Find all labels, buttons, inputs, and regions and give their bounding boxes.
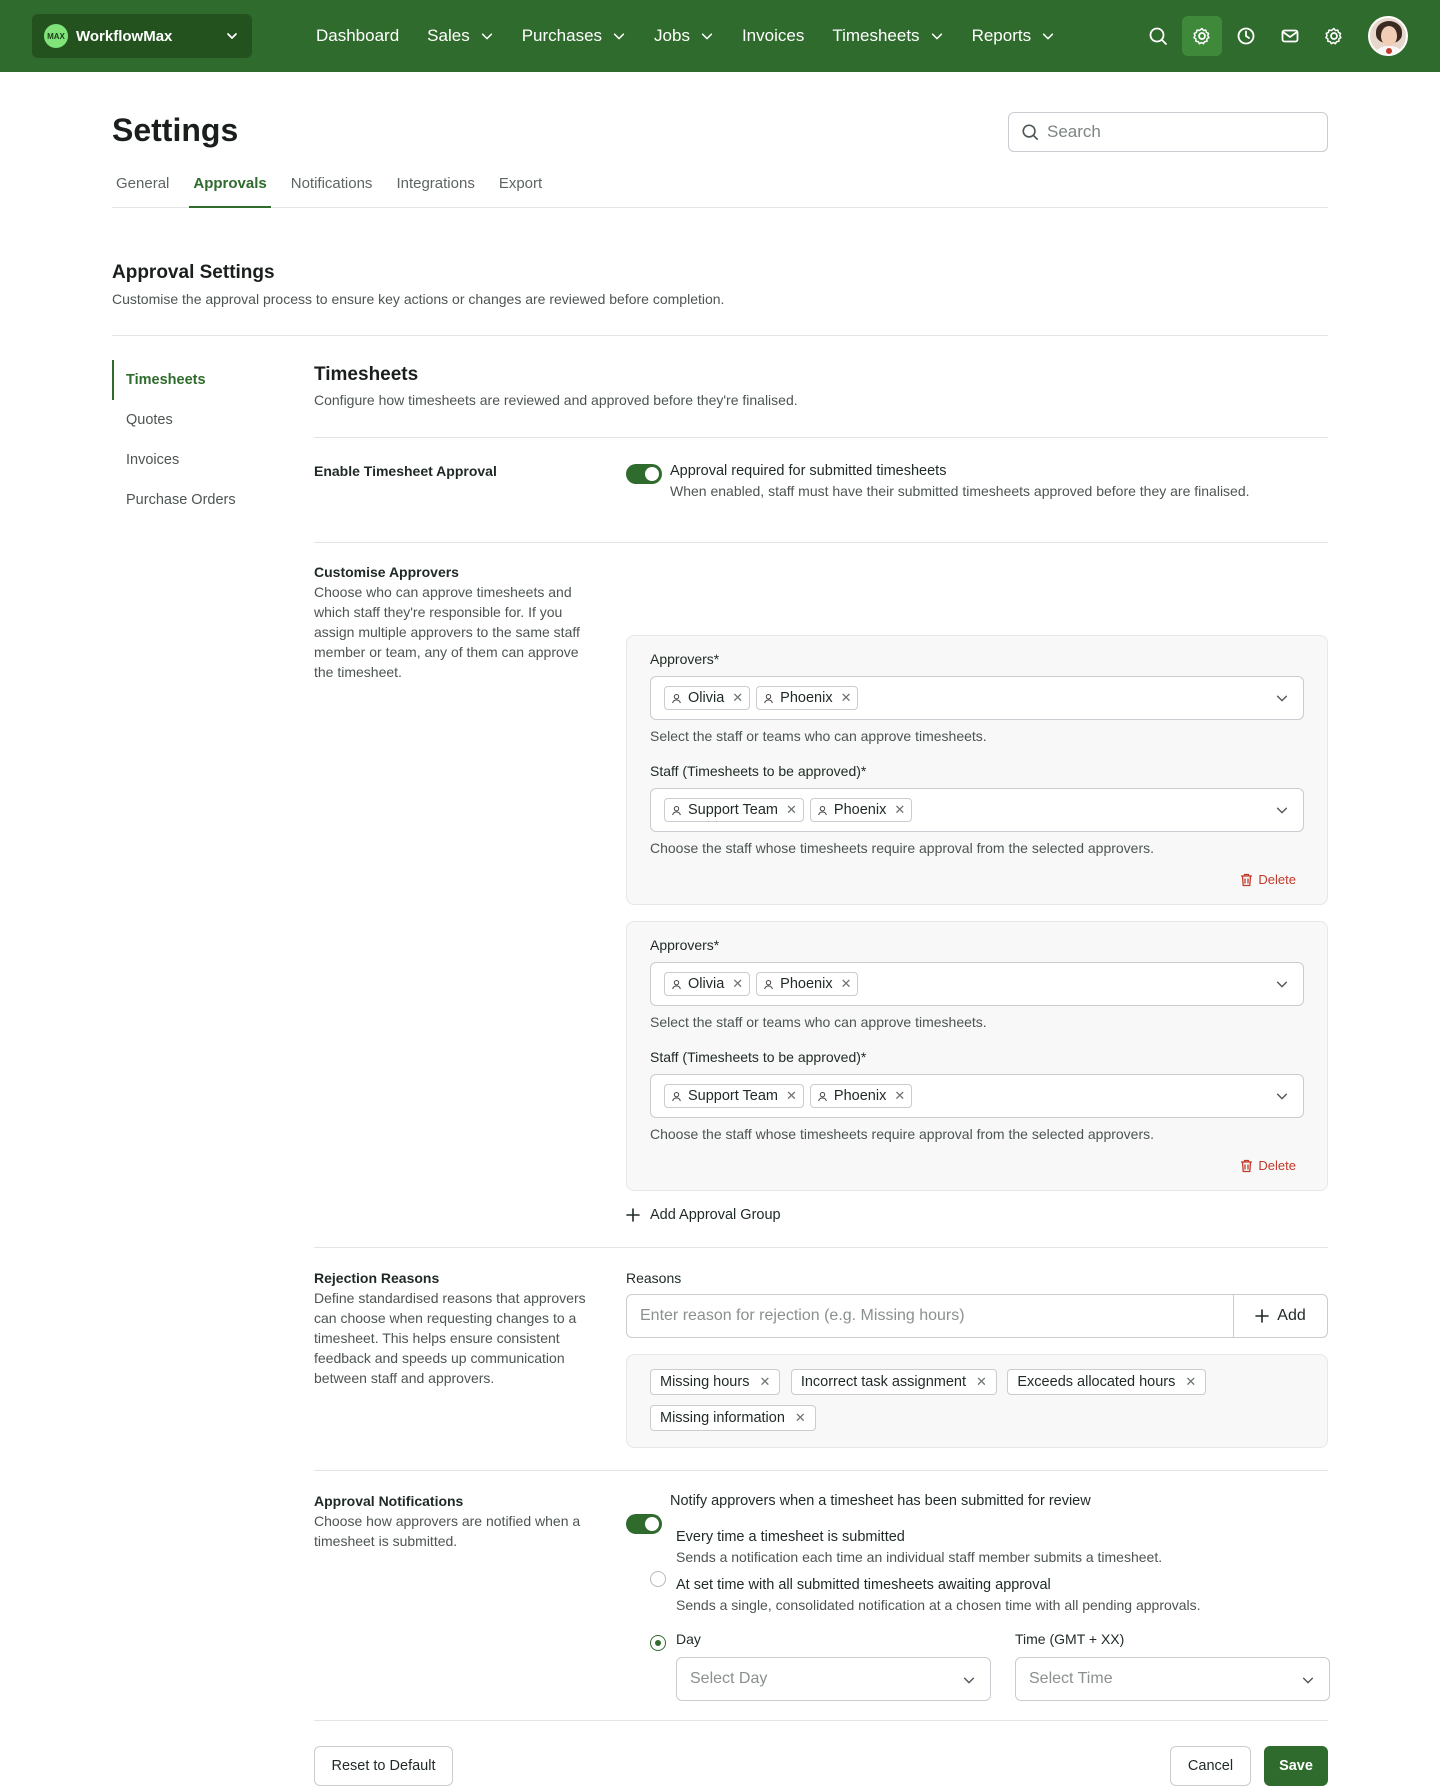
search-icon [1021,123,1039,141]
approval-settings-title: Approval Settings [112,262,275,283]
approval-group-card [626,921,1328,1191]
chevron-down-icon [1041,29,1055,43]
add-approval-group-button[interactable]: Add Approval Group [626,1207,781,1223]
chevron-down-icon [700,29,714,43]
chevron-down-icon [480,29,494,43]
nav-reports[interactable]: Reports [972,26,1056,46]
approval-notifications-label: Approval Notifications [314,1493,464,1509]
divider [314,1247,1328,1248]
avatar[interactable] [1368,16,1408,56]
chevron-down-icon [612,29,626,43]
timesheets-content [314,360,1328,1774]
chevron-down-icon [930,29,944,43]
sidenav-item-timesheets[interactable]: Timesheets [112,360,292,400]
main-menu [316,26,1083,46]
tab-export[interactable]: Export [498,175,543,192]
approvers-select[interactable] [650,962,1304,1006]
nav-dashboard[interactable]: Dashboard [316,26,400,45]
staff-chip[interactable]: Support Team ✕ [664,798,804,822]
staff-chip[interactable]: Phoenix ✕ [810,1084,912,1108]
settings-tabs [112,174,1328,208]
trash-icon [1240,873,1253,887]
remove-icon[interactable]: ✕ [786,1088,797,1103]
rejection-reasons-label: Rejection Reasons [314,1270,440,1286]
cancel-button[interactable]: Cancel [1170,1746,1251,1786]
remove-icon[interactable]: ✕ [840,690,852,705]
reason-input-group [626,1294,1328,1338]
approval-notifications-description: Choose how approvers are notified when a timesheet is submitted. [314,1513,581,1549]
customise-approvers-description: Choose who can approve timesheets and which staff they're responsible for. If you assign multiple approvers to the same staff member or team, any of them can approve the timesheet. [314,584,580,680]
divider [314,542,1328,543]
approvals-sidenav [112,360,292,520]
radio-every-time[interactable] [650,1571,666,1587]
option-set-time-desc: Sends a single, consolidated notification at a chosen time with all pending approvals. [676,1597,1201,1613]
top-nav [0,0,1440,72]
remove-icon[interactable]: ✕ [786,802,797,817]
remove-icon[interactable]: ✕ [894,1088,906,1103]
reasons-list [626,1354,1328,1448]
chevron-down-icon[interactable] [1275,803,1289,817]
user-icon [763,693,774,704]
time-label: Time (GMT + XX) [1015,1631,1125,1647]
user-icon [671,1091,682,1102]
remove-icon[interactable]: ✕ [1185,1374,1197,1389]
chevron-down-icon[interactable] [1275,691,1289,705]
staff-label: Staff (Timesheets to be approved)* [650,763,867,779]
approver-chip[interactable]: Phoenix ✕ [756,686,858,710]
user-icon [671,979,682,990]
nav-invoices[interactable]: Invoices [741,26,805,45]
approvers-help: Select the staff or teams who can approve timesheets. [650,728,987,744]
tab-general[interactable]: General [116,175,170,192]
delete-group-button[interactable]: Delete [1240,872,1296,887]
approvers-select[interactable] [650,676,1304,720]
divider [112,335,1328,336]
staff-chip[interactable]: Phoenix ✕ [810,798,912,822]
enable-approval-label: Enable Timesheet Approval [314,463,497,479]
reason-input[interactable] [627,1295,1233,1337]
chevron-down-icon[interactable] [1275,977,1289,991]
user-icon [671,805,682,816]
nav-timesheets[interactable]: Timesheets [832,26,943,46]
staff-select[interactable] [650,1074,1304,1118]
rejection-reasons-description: Define standardised reasons that approvers can choose when requesting changes to a timesheet. This helps ensure consistent feedback and speeds up communication between staff and approvers. [314,1290,586,1386]
nav-jobs[interactable]: Jobs [654,26,714,46]
reason-chip[interactable]: Exceeds allocated hours ✕ [1007,1369,1206,1395]
timesheets-description: Configure how timesheets are reviewed and approved before they're finalised. [314,392,798,408]
tab-notifications[interactable]: Notifications [290,175,373,192]
org-name: WorkflowMax [76,27,173,45]
mail-icon[interactable] [1270,16,1310,56]
staff-help: Choose the staff whose timesheets require approval from the selected approvers. [650,1126,1155,1142]
option-every-time-desc: Sends a notification each time an individual staff member submits a timesheet. [676,1549,1163,1565]
customise-approvers-label: Customise Approvers [314,564,459,580]
nav-sales[interactable]: Sales [427,26,494,46]
sidenav-item-purchase-orders[interactable]: Purchase Orders [126,492,236,508]
chevron-down-icon[interactable] [1275,1089,1289,1103]
remove-icon[interactable]: ✕ [894,802,906,817]
notify-toggle-title: Notify approvers when a timesheet has been submitted for review [670,1493,1091,1509]
trash-icon [1240,1159,1253,1173]
notify-toggle[interactable] [626,1514,662,1534]
plus-icon [626,1208,640,1222]
search-box[interactable] [1008,112,1328,152]
user-icon [671,693,682,704]
approval-group-card [626,635,1328,905]
save-button[interactable]: Save [1264,1746,1328,1786]
approver-chip[interactable]: Olivia ✕ [664,972,750,996]
add-reason-button[interactable]: Add [1233,1295,1327,1337]
remove-icon[interactable]: ✕ [794,1410,806,1425]
remove-icon[interactable]: ✕ [759,1374,771,1389]
remove-icon[interactable]: ✕ [732,690,744,705]
divider [314,1720,1328,1721]
tab-approvals[interactable]: Approvals [189,174,270,208]
tab-integrations[interactable]: Integrations [396,175,475,192]
remove-icon[interactable]: ✕ [732,976,744,991]
chevron-down-icon [224,28,240,44]
user-icon [817,805,828,816]
page-title: Settings [112,112,239,148]
search-icon[interactable] [1138,16,1178,56]
approval-toggle-description: When enabled, staff must have their submitted timesheets approved before they are finalised. [670,483,1250,499]
approver-chip[interactable]: Olivia ✕ [664,686,750,710]
reason-chip[interactable]: Incorrect task assignment ✕ [791,1369,997,1395]
sidenav-item-quotes[interactable]: Quotes [126,412,173,428]
staff-label: Staff (Timesheets to be approved)* [650,1049,867,1065]
clock-icon[interactable] [1226,16,1266,56]
user-icon [763,979,774,990]
remove-icon[interactable]: ✕ [840,976,852,991]
gear-icon[interactable] [1314,16,1354,56]
timesheets-title: Timesheets [314,364,419,385]
day-select[interactable]: Select Day [676,1657,991,1701]
staff-select[interactable] [650,788,1304,832]
radio-set-time[interactable] [650,1635,666,1651]
approval-toggle-title: Approval required for submitted timesheets [670,463,947,479]
plus-icon [1255,1309,1269,1323]
sidenav-item-invoices[interactable]: Invoices [126,452,180,468]
search-input[interactable] [1047,122,1307,142]
approvers-label: Approvers* [650,651,720,667]
divider [314,437,1328,438]
reset-to-default-button[interactable]: Reset to Default [314,1746,453,1786]
reason-chip[interactable]: Missing information ✕ [650,1405,816,1431]
user-icon [817,1091,828,1102]
nav-icons [1134,0,1408,72]
reason-chip[interactable]: Missing hours ✕ [650,1369,780,1395]
approvers-label: Approvers* [650,937,720,953]
approval-settings-description: Customise the approval process to ensure key actions or changes are reviewed before completion. [112,291,725,307]
option-set-time-title: At set time with all submitted timesheets awaiting approval [676,1577,1051,1593]
staff-help: Choose the staff whose timesheets require approval from the selected approvers. [650,840,1155,856]
divider [314,1470,1328,1471]
approvers-help: Select the staff or teams who can approve timesheets. [650,1014,987,1030]
option-every-time-title: Every time a timesheet is submitted [676,1529,905,1545]
reasons-label: Reasons [626,1270,682,1286]
day-label: Day [676,1631,701,1647]
nav-purchases[interactable]: Purchases [522,26,626,46]
settings-cog-icon[interactable] [1182,16,1222,56]
time-select[interactable]: Select Time [1015,1657,1330,1701]
staff-chip[interactable]: Support Team ✕ [664,1084,804,1108]
org-logo: MAX [44,24,68,48]
chevron-down-icon [1301,1673,1315,1687]
org-switcher[interactable] [32,14,252,58]
delete-group-button[interactable]: Delete [1240,1158,1296,1173]
remove-icon[interactable]: ✕ [976,1374,987,1389]
approver-chip[interactable]: Phoenix ✕ [756,972,858,996]
approval-toggle[interactable] [626,464,662,484]
chevron-down-icon [962,1673,976,1687]
